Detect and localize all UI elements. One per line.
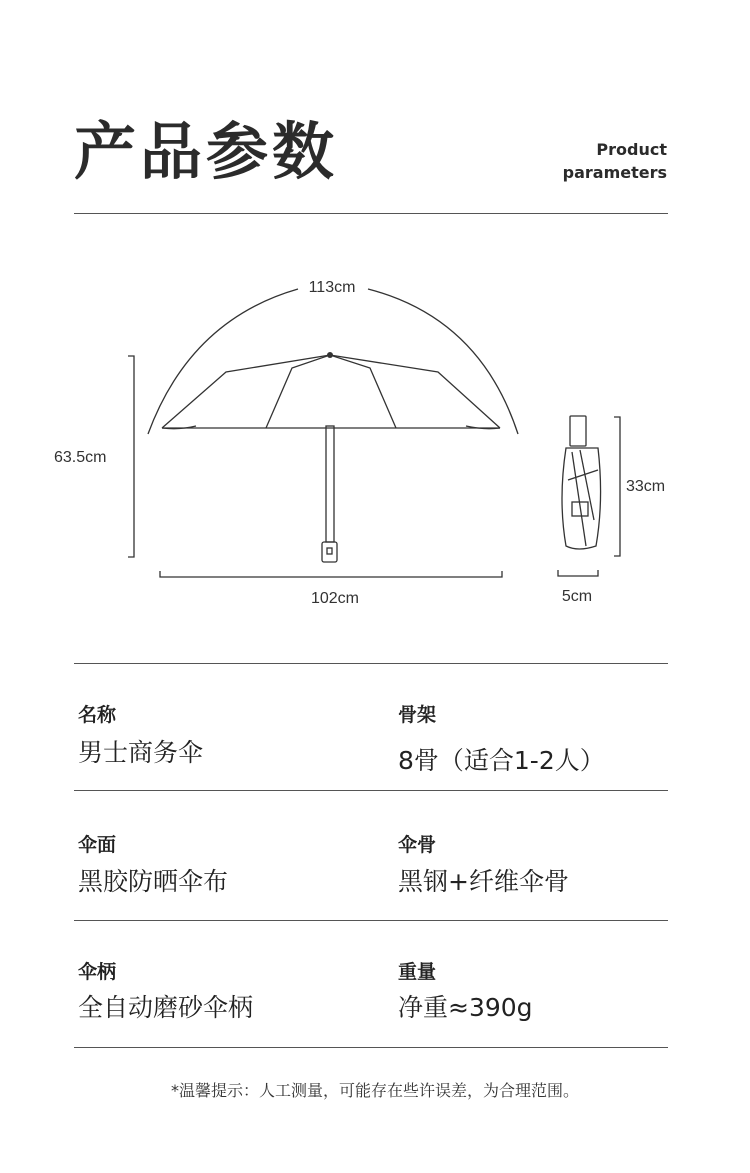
folded-canopy: [562, 448, 601, 549]
spec-label-handle: 伞柄: [78, 961, 117, 983]
height-bracket: [128, 356, 134, 557]
span-arc-right: [368, 289, 518, 434]
spec-value-name: 男士商务伞: [78, 738, 204, 767]
folded-width-bracket: [558, 570, 598, 576]
table-divider-bottom: [74, 1047, 668, 1048]
table-divider-top: [74, 663, 668, 664]
folded-height-bracket: [614, 417, 620, 556]
folded-handle: [570, 416, 586, 446]
spec-value-handle: 全自动磨砂伞柄: [78, 993, 254, 1022]
spec-label-frame: 骨架: [398, 704, 437, 726]
subtitle-line-2: parameters: [562, 163, 667, 182]
spec-label-canopy: 伞面: [78, 834, 117, 856]
canopy-outline: [162, 355, 500, 428]
page-title: 产品参数: [74, 115, 339, 188]
folded-width-label: 5cm: [561, 588, 593, 605]
table-divider-2: [74, 920, 668, 921]
canopy-front-panel: [266, 355, 396, 428]
spec-label-ribs: 伞骨: [398, 834, 437, 856]
spec-value-weight: 净重≈390g: [398, 993, 533, 1022]
height-label: 63.5cm: [54, 449, 107, 466]
width-label: 102cm: [310, 590, 360, 607]
spec-value-frame: 8骨（适合1-2人）: [398, 746, 605, 775]
table-divider-1: [74, 790, 668, 791]
umbrella-handle: [322, 542, 337, 562]
spec-value-canopy: 黑胶防晒伞布: [78, 867, 229, 896]
umbrella-shaft: [326, 426, 334, 542]
folded-height-label: 33cm: [626, 478, 666, 495]
span-arc-left: [148, 289, 298, 434]
footer-note: *温馨提示：人工测量，可能存在些许误差，为合理范围。: [170, 1081, 579, 1100]
spec-label-name: 名称: [78, 704, 117, 726]
spec-value-ribs: 黑钢+纤维伞骨: [398, 867, 569, 896]
spec-label-weight: 重量: [398, 961, 437, 983]
width-bracket: [160, 571, 502, 577]
span-label: 113cm: [308, 279, 356, 296]
subtitle-line-1: Product: [596, 140, 667, 159]
